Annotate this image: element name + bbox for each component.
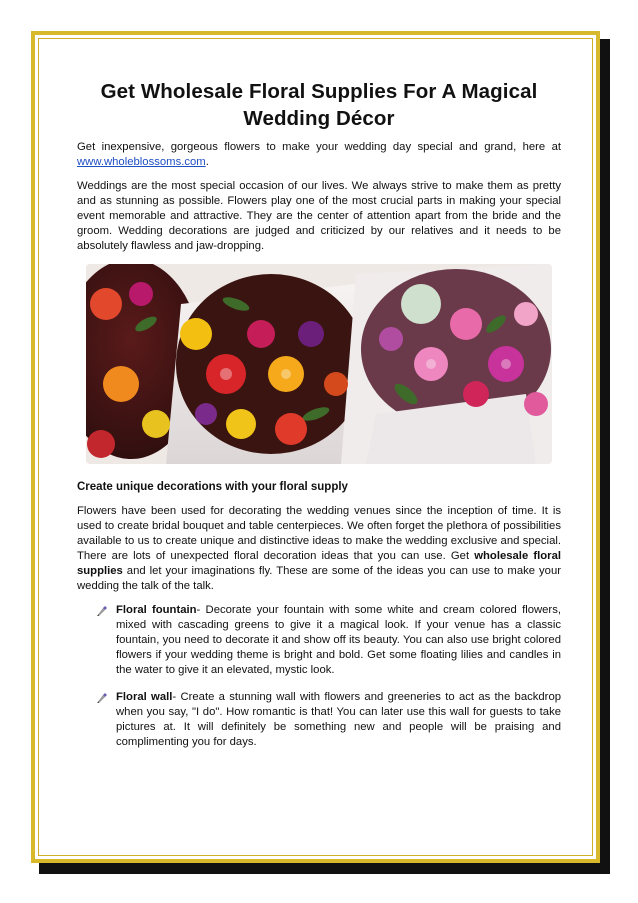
list-item-term: Floral fountain bbox=[116, 604, 197, 616]
body-paragraph-2 bbox=[77, 504, 561, 594]
body-paragraph-2-text-end: and let your imaginations fly. These are some of the ideas you can use to make your wedding the talk of the talk. bbox=[77, 565, 561, 592]
intro-text-end: . bbox=[205, 156, 209, 168]
bullet-icon bbox=[96, 605, 108, 617]
list-item-text: - Decorate your fountain with some white and cream colored flowers, mixed with cascading greens to give it a magical look. If your venue has a classic fountain, you need to decorate it and show off its beauty. You can also use bright colored flowers if your wedding theme is bright and bold. Get some floating lilies and candles in the water to give it an elevated, mystic look. bbox=[116, 604, 561, 676]
website-link[interactable]: www.wholeblossoms.com bbox=[77, 156, 206, 168]
list-item bbox=[77, 690, 561, 750]
intro-text: Get inexpensive, gorgeous flowers to make your wedding day special and grand, here at bbox=[77, 141, 561, 153]
list-item bbox=[77, 603, 561, 678]
intro-paragraph bbox=[77, 140, 561, 170]
list-item-term: Floral wall bbox=[116, 691, 173, 703]
flower-bouquets-illustration bbox=[86, 264, 552, 464]
ideas-list bbox=[77, 603, 561, 750]
bullet-icon bbox=[96, 692, 108, 704]
list-item-text: - Create a stunning wall with flowers and greeneries to act as the backdrop when you say, "I do". How romantic is that! You can later use this wall for guests to take pictures at. It will definitely be something new and people will be praising and complimenting you for days. bbox=[116, 691, 562, 748]
page-title: Get Wholesale Floral Supplies For A Magical Wedding Décor bbox=[100, 80, 538, 130]
flower-bouquets-photo bbox=[86, 264, 552, 464]
section-heading: Create unique decorations with your floral supply bbox=[77, 481, 348, 493]
body-paragraph-2-text: Flowers have been used for decorating the wedding venues since the inception of time. It is used to create bridal bouquet and table centerpieces. We often forget the plethora of possibilities available to us to create unique and distinctive ideas to make the wedding exclusive and special. There are lots of unexpected floral decoration ideas that you can use. Get bbox=[77, 505, 561, 562]
bold-phrase: wholesale floral supplies bbox=[77, 550, 561, 577]
body-paragraph-1: Weddings are the most special occasion of our lives. We always strive to make them as pretty and as stunning as possible. Flowers play one of the most crucial parts in making your special event memorable and attractive. They are the center of attention apart from the bride and the groom. Wedding decorations are judged and criticized by our relatives and it needs to be absolutely flawless and jaw-dropping. bbox=[77, 180, 561, 252]
document-content bbox=[77, 78, 561, 762]
